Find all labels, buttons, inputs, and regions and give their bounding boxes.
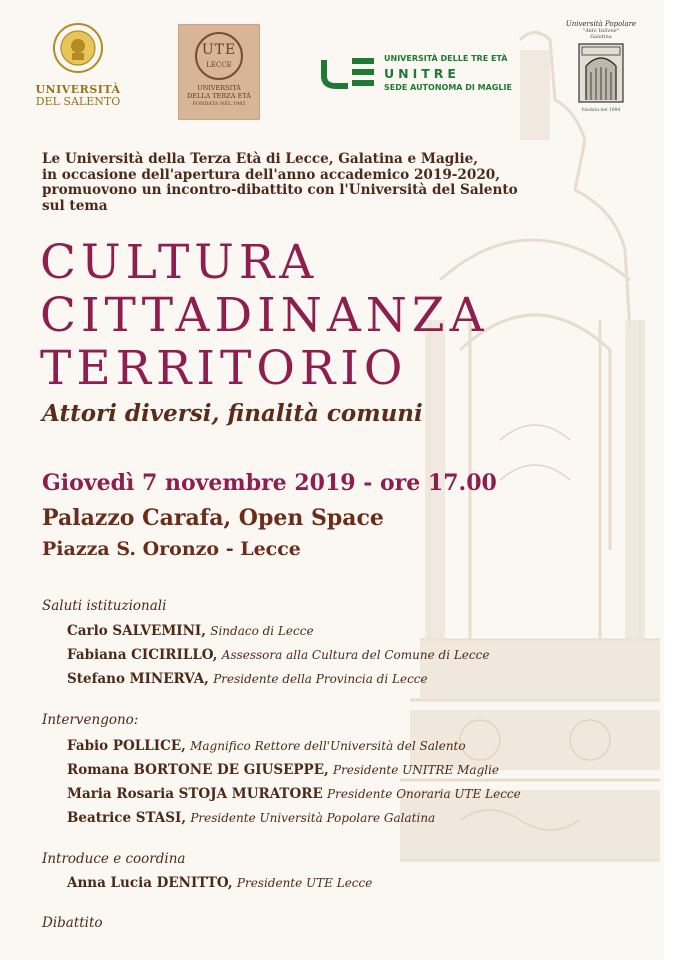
speaker-name: Anna Lucia DENITTO, xyxy=(67,875,233,891)
speaker-role: Magnifico Rettore dell'Università del Salento xyxy=(190,739,466,753)
speaker-row xyxy=(67,671,428,687)
speaker-role: Sindaco di Lecce xyxy=(210,624,314,638)
ute-name-line1: UNIVERSITÀ xyxy=(197,84,241,92)
universita-popolare-logo xyxy=(556,20,646,120)
event-datetime: Giovedì 7 novembre 2019 - ore 17.00 xyxy=(42,470,497,496)
building-portal-icon xyxy=(576,42,626,104)
upop-founded: fondata nel 1984 xyxy=(581,108,621,113)
speaker-name: Carlo SALVEMINI, xyxy=(67,623,206,639)
section-label-introduce: Introduce e coordina xyxy=(42,851,186,867)
upop-dedication: "Aldo Vallone" xyxy=(582,28,620,34)
speaker-role: Presidente UNITRE Maglie xyxy=(333,763,500,777)
speaker-role: Presidente UTE Lecce xyxy=(236,876,373,890)
intro-line: promuovono un incontro-dibattito con l'Università del Salento xyxy=(42,182,518,198)
speaker-row xyxy=(67,875,372,891)
ute-city: LECCE xyxy=(206,61,232,69)
unitre-maglie-logo xyxy=(320,52,530,100)
event-address: Piazza S. Oronzo - Lecce xyxy=(42,538,301,560)
section-label-intervengono: Intervengono: xyxy=(42,712,139,728)
university-seal-icon xyxy=(52,22,104,74)
upop-city: Galatina xyxy=(590,34,612,40)
intro-line: in occasione dell'apertura dell'anno accademico 2019-2020, xyxy=(42,166,500,183)
speaker-row xyxy=(67,623,314,639)
right-page-edge xyxy=(664,0,678,960)
speaker-name: Fabiana CICIRILLO, xyxy=(67,647,218,663)
unisalento-name-line1: UNIVERSITÀ xyxy=(35,83,121,96)
speaker-row xyxy=(67,738,466,754)
section-label-saluti: Saluti istituzionali xyxy=(42,598,167,614)
ute-abbreviation: UTE xyxy=(201,42,237,58)
speaker-name: Stefano MINERVA, xyxy=(67,671,209,687)
speaker-role: Presidente Onoraria UTE Lecce xyxy=(327,787,521,801)
unitre-line1: UNIVERSITÀ DELLE TRE ETÀ xyxy=(384,54,508,63)
ute-lecce-logo xyxy=(178,24,260,120)
intro-line: Le Università della Terza Età di Lecce, Galatina e Maglie, xyxy=(42,151,479,167)
unitre-mark-icon xyxy=(320,56,378,90)
ute-founded: FONDATA NEL 1985 xyxy=(192,101,246,107)
title-line: TERRITORIO xyxy=(40,341,408,396)
unisalento-logo xyxy=(28,22,128,108)
unitre-line2: UNITRE xyxy=(384,66,460,81)
upop-name: Università Popolare xyxy=(565,20,637,28)
speaker-name: Beatrice STASI, xyxy=(67,810,187,826)
title-line: CULTURA xyxy=(40,235,319,290)
event-title xyxy=(40,236,489,395)
unisalento-name-line2: DEL SALENTO xyxy=(35,95,121,108)
speaker-row xyxy=(67,786,521,802)
speaker-role: Presidente Università Popolare Galatina xyxy=(190,811,436,825)
speaker-row xyxy=(67,762,499,778)
ute-emblem xyxy=(195,32,243,80)
speaker-row xyxy=(67,810,435,826)
speaker-name: Maria Rosaria STOJA MURATORE xyxy=(67,786,323,802)
ute-name-line2: DELLA TERZA ETÀ xyxy=(186,92,252,100)
event-subtitle: Attori diversi, finalità comuni xyxy=(42,400,423,427)
speaker-row xyxy=(67,647,489,663)
intro-paragraph xyxy=(42,152,542,214)
speaker-role: Assessora alla Cultura del Comune di Lecce xyxy=(221,648,490,662)
speaker-name: Romana BORTONE DE GIUSEPPE, xyxy=(67,762,329,778)
speaker-name: Fabio POLLICE, xyxy=(67,738,186,754)
title-line: CITTADINANZA xyxy=(40,288,489,343)
section-label-dibattito: Dibattito xyxy=(42,915,103,931)
unitre-line3: SEDE AUTONOMA DI MAGLIE xyxy=(384,83,512,92)
speaker-role: Presidente della Provincia di Lecce xyxy=(213,672,428,686)
event-venue: Palazzo Carafa, Open Space xyxy=(42,505,384,531)
intro-line: sul tema xyxy=(42,197,108,214)
